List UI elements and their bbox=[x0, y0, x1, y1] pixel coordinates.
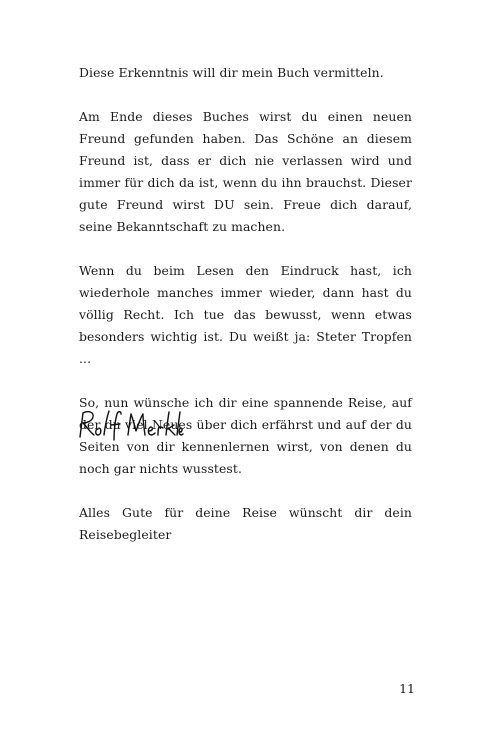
paragraph-1: Diese Erkenntnis will dir mein Buch vermitteln. bbox=[79, 65, 384, 80]
body-text bbox=[79, 62, 412, 568]
paragraph-4: So, nun wünsche ich dir eine spannende Reise, auf der du viel Neues über dich erfährst und auf der du Seiten von dir kennenlernen wirst, von denen du noch gar nichts wusstest. bbox=[79, 395, 412, 476]
page-number: 11 bbox=[399, 681, 415, 696]
paragraph-2: Am Ende dieses Buches wirst du einen neuen Freund gefunden haben. Das Schöne an diesem Freund ist, dass er dich nie verlassen wird und immer für dich da ist, wenn du ihn brauchst. Dieser gute Freund wirst DU sein. Freue dich darauf, seine Bekanntschaft zu machen. bbox=[79, 109, 412, 234]
handwritten-signature bbox=[74, 407, 184, 443]
paragraph-3: Wenn du beim Lesen den Eindruck hast, ich wiederhole manches immer wieder, dann hast du völlig Recht. Ich tue das bewusst, wenn etwas besonders wichtig ist. Du weißt ja: Steter Tropfen ... bbox=[79, 263, 412, 366]
paragraph-5: Alles Gute für deine Reise wünscht dir dein Reisebegleiter bbox=[79, 505, 412, 542]
